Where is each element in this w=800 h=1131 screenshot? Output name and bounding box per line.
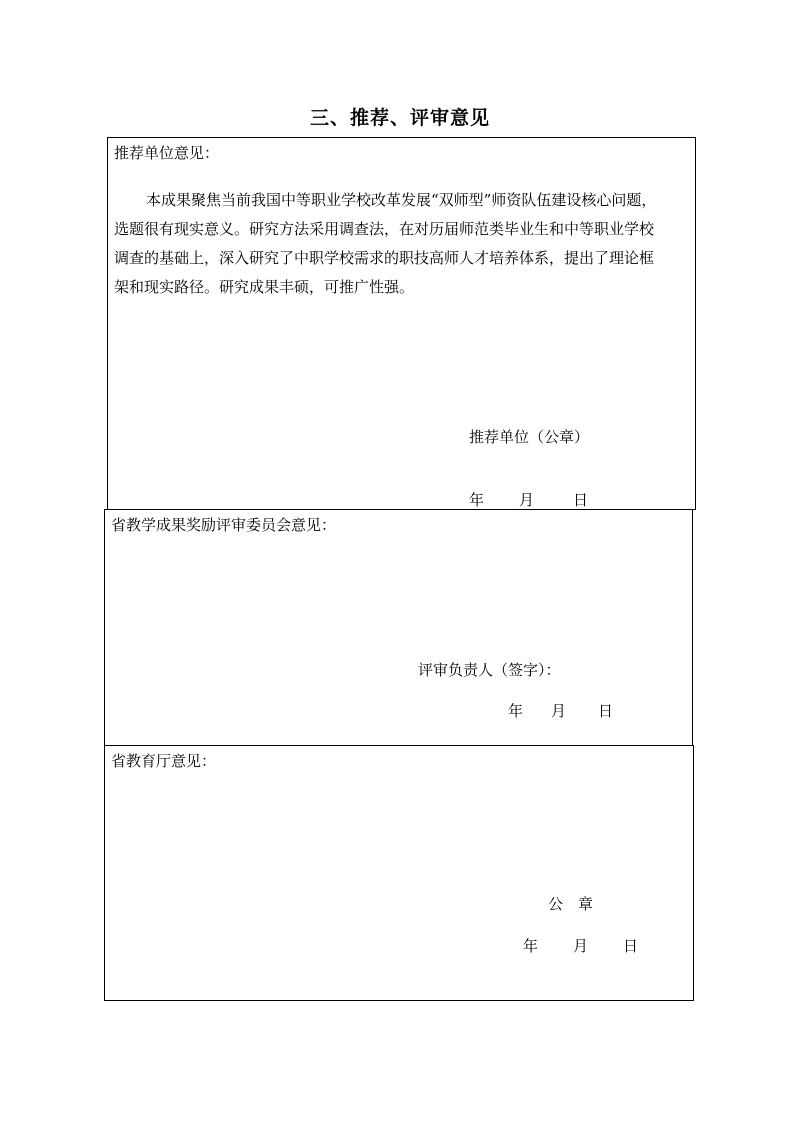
date-year: 年 bbox=[469, 491, 485, 509]
date-day: 日 bbox=[573, 491, 589, 509]
review-committee-label: 省教学成果奖励评审委员会意见： bbox=[111, 516, 337, 534]
recommending-unit-date bbox=[469, 490, 609, 510]
date-day: 日 bbox=[598, 702, 614, 720]
official-seal-label: 公 章 bbox=[548, 895, 594, 913]
education-department-label: 省教育厅意见： bbox=[111, 752, 217, 770]
opinion-line: 调查的基础上，深入研究了中职学校需求的职技高师人才培养体系，提出了理论框 bbox=[114, 249, 655, 267]
date-day: 日 bbox=[623, 937, 639, 955]
opinion-line: 选题很有现实意义。研究方法采用调查法，在对历届师范类毕业生和中等职业学校 bbox=[114, 220, 655, 238]
page-title: 三、推荐、评审意见 bbox=[309, 107, 490, 129]
date-month: 月 bbox=[551, 702, 567, 720]
opinion-line: 架和现实路径。研究成果丰硕，可推广性强。 bbox=[114, 278, 415, 296]
date-month: 月 bbox=[519, 491, 535, 509]
opinion-line: 本成果聚焦当前我国中等职业学校改革发展“双师型”师资队伍建设核心问题， bbox=[146, 191, 657, 209]
date-year: 年 bbox=[508, 702, 524, 720]
recommending-unit-opinion-box bbox=[107, 137, 696, 510]
recommending-unit-label: 推荐单位意见： bbox=[114, 144, 220, 162]
recommending-unit-opinion-text bbox=[114, 186, 690, 302]
recommending-unit-seal-label: 推荐单位（公章） bbox=[469, 428, 590, 446]
reviewer-signature-label: 评审负责人（签字）： bbox=[418, 661, 561, 679]
education-department-opinion-box bbox=[104, 745, 694, 1001]
review-committee-opinion-box bbox=[104, 509, 693, 746]
date-month: 月 bbox=[573, 937, 589, 955]
education-department-date bbox=[523, 936, 653, 956]
review-committee-date bbox=[508, 701, 628, 721]
date-year: 年 bbox=[523, 937, 539, 955]
